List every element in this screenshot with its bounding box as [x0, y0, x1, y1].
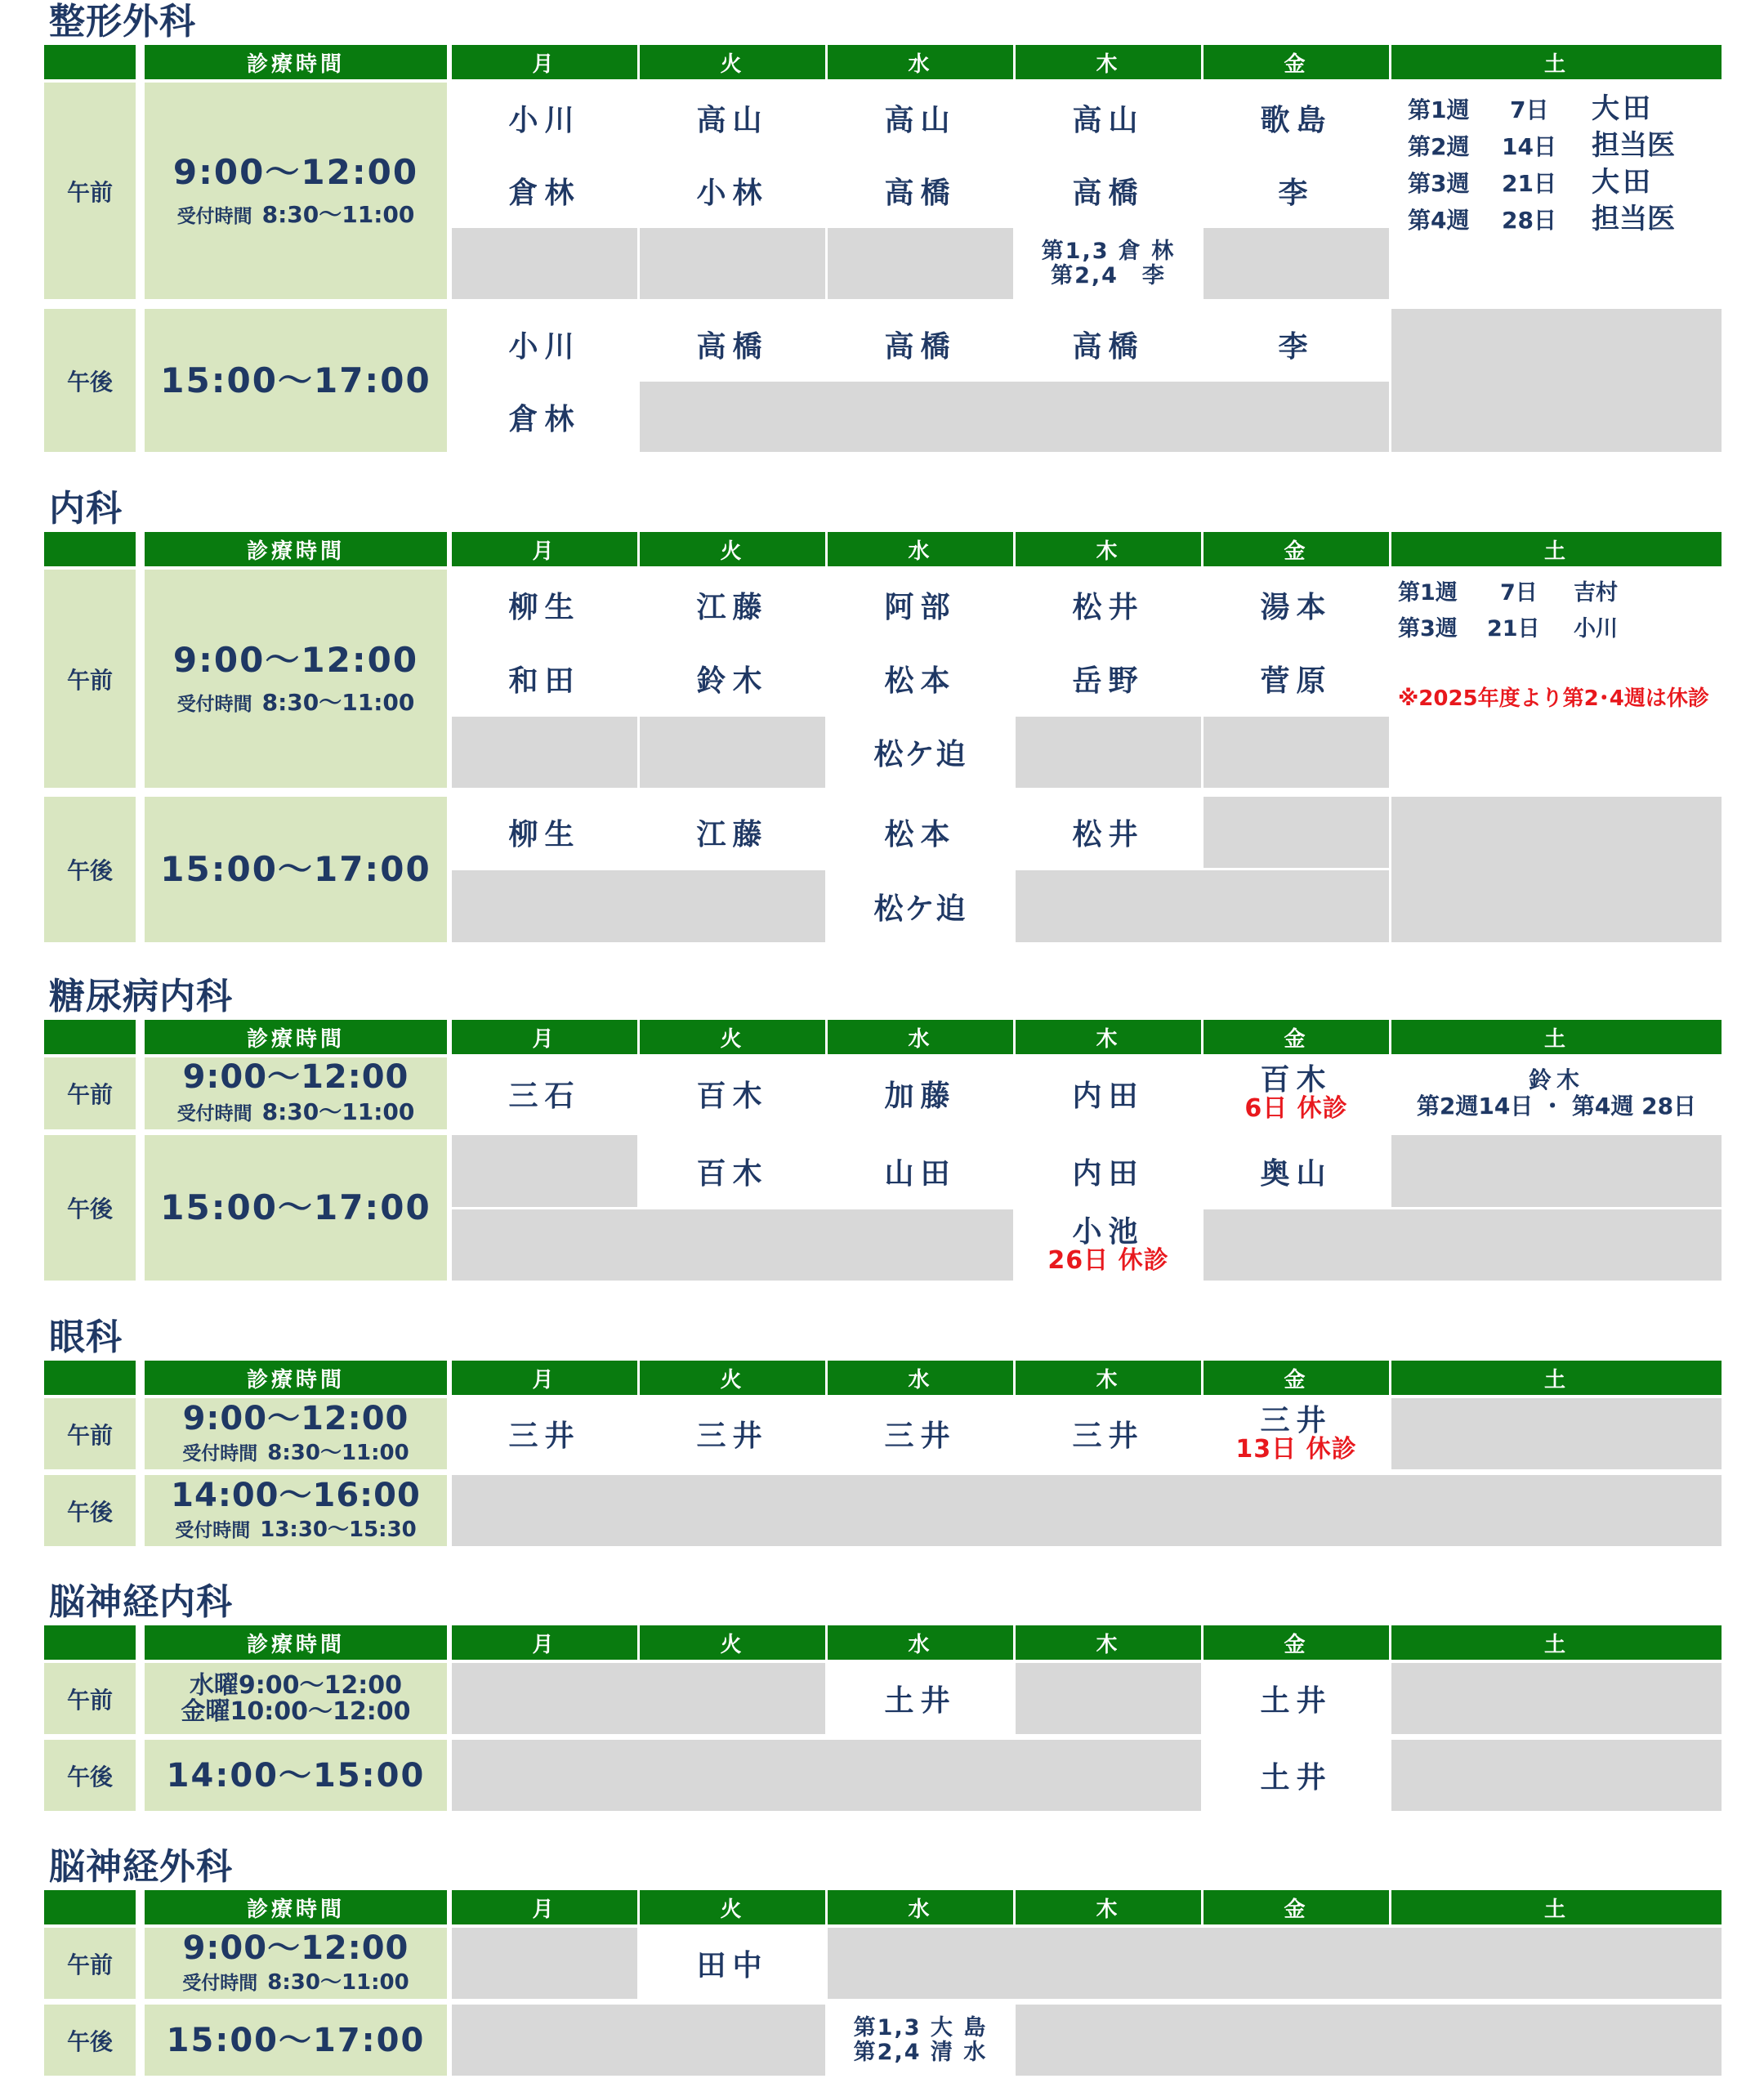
doctor-cell: 和田	[452, 643, 637, 714]
header-time: 診療時間	[145, 45, 447, 79]
header-tue: 火	[640, 1890, 825, 1924]
empty-cell	[1016, 2005, 1722, 2076]
doctor-cell: 李	[1204, 155, 1389, 226]
am-time-wed: 水曜9:00〜12:00	[189, 1670, 403, 1700]
pm-hours	[145, 309, 447, 452]
doctor-cell: 倉林	[452, 155, 637, 226]
sat-schedule	[1391, 570, 1722, 788]
section-title: 内科	[49, 488, 123, 530]
doctor-cell: 松本	[828, 797, 1013, 868]
empty-cell	[1016, 870, 1389, 942]
doctor-cell: 江藤	[640, 797, 825, 868]
am-hours	[145, 1398, 447, 1469]
empty-cell	[1391, 1740, 1722, 1811]
empty-cell	[1391, 797, 1722, 942]
doctor-cell: 松井	[1016, 570, 1201, 641]
empty-cell	[1391, 1135, 1722, 1207]
doctor-cell: 三井	[452, 1398, 637, 1469]
header-tue: 火	[640, 1020, 825, 1054]
header-time: 診療時間	[145, 1361, 447, 1395]
header-sat: 土	[1391, 1361, 1722, 1395]
pm-time: 14:00〜16:00	[171, 1477, 421, 1514]
period-pm: 午後	[44, 1475, 136, 1546]
header-wed: 水	[828, 532, 1013, 566]
header-time: 診療時間	[145, 1020, 447, 1054]
period-pm: 午後	[44, 309, 136, 452]
doctor-cell: 三井	[1016, 1398, 1201, 1469]
empty-cell	[640, 717, 825, 788]
closure-note: 26日 休診	[1047, 1245, 1169, 1275]
sat-note: ※2025年度より第2･4週は休診	[1398, 686, 1709, 711]
doctor-cell: 柳生	[452, 797, 637, 868]
sat-row: 第1週 7日 大田	[1408, 92, 1654, 125]
header-wed: 水	[828, 45, 1013, 79]
doctor-cell: 高橋	[1016, 155, 1201, 226]
header-thu: 木	[1016, 45, 1201, 79]
header-thu: 木	[1016, 1361, 1201, 1395]
doctor-cell: 岳野	[1016, 643, 1201, 714]
header-tue: 火	[640, 532, 825, 566]
pm-hours	[145, 2005, 447, 2076]
sat-row: 第3週 21日 小川	[1398, 616, 1618, 641]
period-pm: 午後	[44, 797, 136, 942]
pm-time: 15:00〜17:00	[160, 849, 431, 889]
doctor-cell: 松本	[828, 643, 1013, 714]
header-blank	[44, 532, 136, 566]
section-title: 糖尿病内科	[49, 976, 233, 1017]
empty-cell	[452, 1475, 1722, 1546]
header-blank	[44, 45, 136, 79]
doctor-cell: 三井	[640, 1398, 825, 1469]
doctor-cell: 歌島	[1204, 83, 1389, 153]
am-hours	[145, 1928, 447, 1999]
closure-note: 6日 休診	[1244, 1094, 1348, 1123]
doctor-cell: 菅原	[1204, 643, 1389, 714]
period-am: 午前	[44, 83, 136, 299]
empty-cell	[1391, 309, 1722, 452]
doctor-cell: 江藤	[640, 570, 825, 641]
period-am: 午前	[44, 570, 136, 788]
sat-row: 第2週 14日 担当医	[1408, 129, 1675, 162]
empty-cell	[452, 1135, 637, 1207]
header-mon: 月	[452, 1361, 637, 1395]
section-title: 脳神経内科	[49, 1581, 233, 1623]
sat-row: 第4週 28日 担当医	[1408, 203, 1675, 235]
header-fri: 金	[1204, 1890, 1389, 1924]
doctor-cell: 倉林	[452, 382, 637, 452]
am-hours	[145, 1663, 447, 1734]
am-time: 9:00〜12:00	[182, 1400, 409, 1437]
am-time: 9:00〜12:00	[182, 1929, 409, 1967]
doctor-cell: 高橋	[640, 309, 825, 379]
doctor-cell: 松ケ迫	[828, 717, 1013, 788]
section-title: 眼科	[49, 1316, 123, 1358]
pm-time: 15:00〜17:00	[166, 2021, 426, 2059]
doctor-cell: 内田	[1016, 1057, 1201, 1129]
pm-time: 14:00〜15:00	[166, 1756, 426, 1795]
header-fri: 金	[1204, 1625, 1389, 1660]
header-thu: 木	[1016, 1890, 1201, 1924]
sat-row: 第3週 21日 大田	[1408, 166, 1654, 199]
pm-time: 15:00〜17:00	[160, 1187, 431, 1227]
pm-time: 15:00〜17:00	[160, 360, 431, 400]
header-sat: 土	[1391, 1625, 1722, 1660]
header-sat: 土	[1391, 1020, 1722, 1054]
doctor-cell-alternating: 第1,3 倉 林 第2,4 李	[1016, 228, 1201, 299]
empty-cell	[1016, 1663, 1201, 1734]
sat-schedule	[1391, 83, 1722, 299]
header-fri: 金	[1204, 1361, 1389, 1395]
sat-row: 第1週 7日 吉村	[1398, 580, 1618, 606]
doctor-cell: 山田	[828, 1135, 1013, 1207]
doctor-cell: 湯本	[1204, 570, 1389, 641]
empty-cell	[1204, 228, 1389, 299]
header-mon: 月	[452, 1625, 637, 1660]
am-reception: 受付時間 8:30〜11:00	[176, 200, 415, 228]
doctor-cell: 高山	[828, 83, 1013, 153]
header-thu: 木	[1016, 1625, 1201, 1660]
doctor-cell: 小川	[452, 83, 637, 153]
pm-reception: 受付時間 13:30〜15:30	[175, 1518, 417, 1542]
doctor-cell-alternating: 第1,3 大 島 第2,4 清 水	[828, 2005, 1013, 2076]
pm-hours	[145, 1475, 447, 1546]
doctor-cell-with-note: 三井 13日 休診	[1204, 1398, 1389, 1469]
header-blank	[44, 1625, 136, 1660]
section-title: 整形外科	[49, 1, 196, 42]
am-time-fri: 金曜10:00〜12:00	[181, 1696, 411, 1726]
am-hours	[145, 83, 447, 299]
pm-hours	[145, 1135, 447, 1281]
doctor-cell-with-note: 小池 26日 休診	[1016, 1209, 1201, 1281]
header-tue: 火	[640, 1361, 825, 1395]
header-blank	[44, 1020, 136, 1054]
header-mon: 月	[452, 1020, 637, 1054]
header-mon: 月	[452, 532, 637, 566]
period-am: 午前	[44, 1398, 136, 1469]
header-tue: 火	[640, 45, 825, 79]
header-mon: 月	[452, 1890, 637, 1924]
empty-cell	[452, 1209, 1013, 1281]
empty-cell	[828, 228, 1013, 299]
pm-hours	[145, 797, 447, 942]
doctor-cell: 高橋	[828, 155, 1013, 226]
doctor-cell: 小林	[640, 155, 825, 226]
doctor-cell: 土井	[1204, 1740, 1389, 1811]
doctor-cell: 三石	[452, 1057, 637, 1129]
doctor-cell-with-note: 百木 6日 休診	[1204, 1057, 1389, 1129]
empty-cell	[1391, 1663, 1722, 1734]
header-sat: 土	[1391, 45, 1722, 79]
empty-cell	[640, 228, 825, 299]
header-sat: 土	[1391, 532, 1722, 566]
doctor-cell: 高山	[1016, 83, 1201, 153]
header-time: 診療時間	[145, 532, 447, 566]
header-mon: 月	[452, 45, 637, 79]
header-thu: 木	[1016, 532, 1201, 566]
sat-schedule: 鈴木 第2週14日 ・ 第4週 28日	[1391, 1057, 1722, 1129]
empty-cell	[452, 870, 825, 942]
doctor-cell: 阿部	[828, 570, 1013, 641]
doctor-cell: 百木	[640, 1057, 825, 1129]
doctor-cell: 高山	[640, 83, 825, 153]
doctor-cell: 内田	[1016, 1135, 1201, 1207]
doctor-cell: 百木	[640, 1135, 825, 1207]
header-time: 診療時間	[145, 1625, 447, 1660]
doctor-cell: 高橋	[828, 309, 1013, 379]
header-fri: 金	[1204, 532, 1389, 566]
am-time: 9:00〜12:00	[182, 1058, 409, 1096]
am-reception: 受付時間 8:30〜11:00	[182, 1441, 409, 1465]
header-tue: 火	[640, 1625, 825, 1660]
period-am: 午前	[44, 1057, 136, 1129]
header-fri: 金	[1204, 1020, 1389, 1054]
doctor-cell: 松井	[1016, 797, 1201, 868]
pm-hours	[145, 1740, 447, 1811]
period-pm: 午後	[44, 1740, 136, 1811]
header-wed: 水	[828, 1625, 1013, 1660]
period-am: 午前	[44, 1928, 136, 1999]
doctor-cell: 加藤	[828, 1057, 1013, 1129]
empty-cell	[452, 2005, 825, 2076]
period-am: 午前	[44, 1663, 136, 1734]
closure-note: 13日 休診	[1235, 1434, 1357, 1464]
period-pm: 午後	[44, 2005, 136, 2076]
am-time: 9:00〜12:00	[172, 639, 419, 680]
doctor-cell: 李	[1204, 309, 1389, 379]
empty-cell	[452, 1928, 637, 1999]
header-wed: 水	[828, 1020, 1013, 1054]
empty-cell	[1204, 1209, 1722, 1281]
empty-cell	[1204, 797, 1389, 868]
doctor-cell: 三井	[828, 1398, 1013, 1469]
empty-cell	[452, 1663, 825, 1734]
empty-cell	[452, 717, 637, 788]
empty-cell	[640, 382, 1389, 452]
doctor-cell: 鈴木	[640, 643, 825, 714]
header-thu: 木	[1016, 1020, 1201, 1054]
doctor-cell: 奥山	[1204, 1135, 1389, 1207]
section-title: 脳神経外科	[49, 1846, 233, 1888]
period-pm: 午後	[44, 1135, 136, 1281]
doctor-cell: 松ケ迫	[828, 870, 1013, 942]
header-time: 診療時間	[145, 1890, 447, 1924]
empty-cell	[1016, 717, 1201, 788]
doctor-cell: 柳生	[452, 570, 637, 641]
header-wed: 水	[828, 1890, 1013, 1924]
header-sat: 土	[1391, 1890, 1722, 1924]
am-reception: 受付時間 8:30〜11:00	[176, 1098, 415, 1125]
am-reception: 受付時間 8:30〜11:00	[182, 1970, 409, 1995]
header-blank	[44, 1890, 136, 1924]
doctor-cell: 小川	[452, 309, 637, 379]
am-time: 9:00〜12:00	[172, 151, 419, 192]
header-wed: 水	[828, 1361, 1013, 1395]
header-fri: 金	[1204, 45, 1389, 79]
am-hours	[145, 1057, 447, 1129]
empty-cell	[1391, 1398, 1722, 1469]
doctor-cell: 土井	[828, 1663, 1013, 1734]
header-blank	[44, 1361, 136, 1395]
am-reception: 受付時間 8:30〜11:00	[176, 688, 415, 716]
doctor-cell: 高橋	[1016, 309, 1201, 379]
empty-cell	[1204, 717, 1389, 788]
doctor-cell: 田中	[640, 1928, 825, 1999]
empty-cell	[828, 1928, 1722, 1999]
doctor-cell: 土井	[1204, 1663, 1389, 1734]
am-hours	[145, 570, 447, 788]
empty-cell	[452, 1740, 1201, 1811]
empty-cell	[452, 228, 637, 299]
